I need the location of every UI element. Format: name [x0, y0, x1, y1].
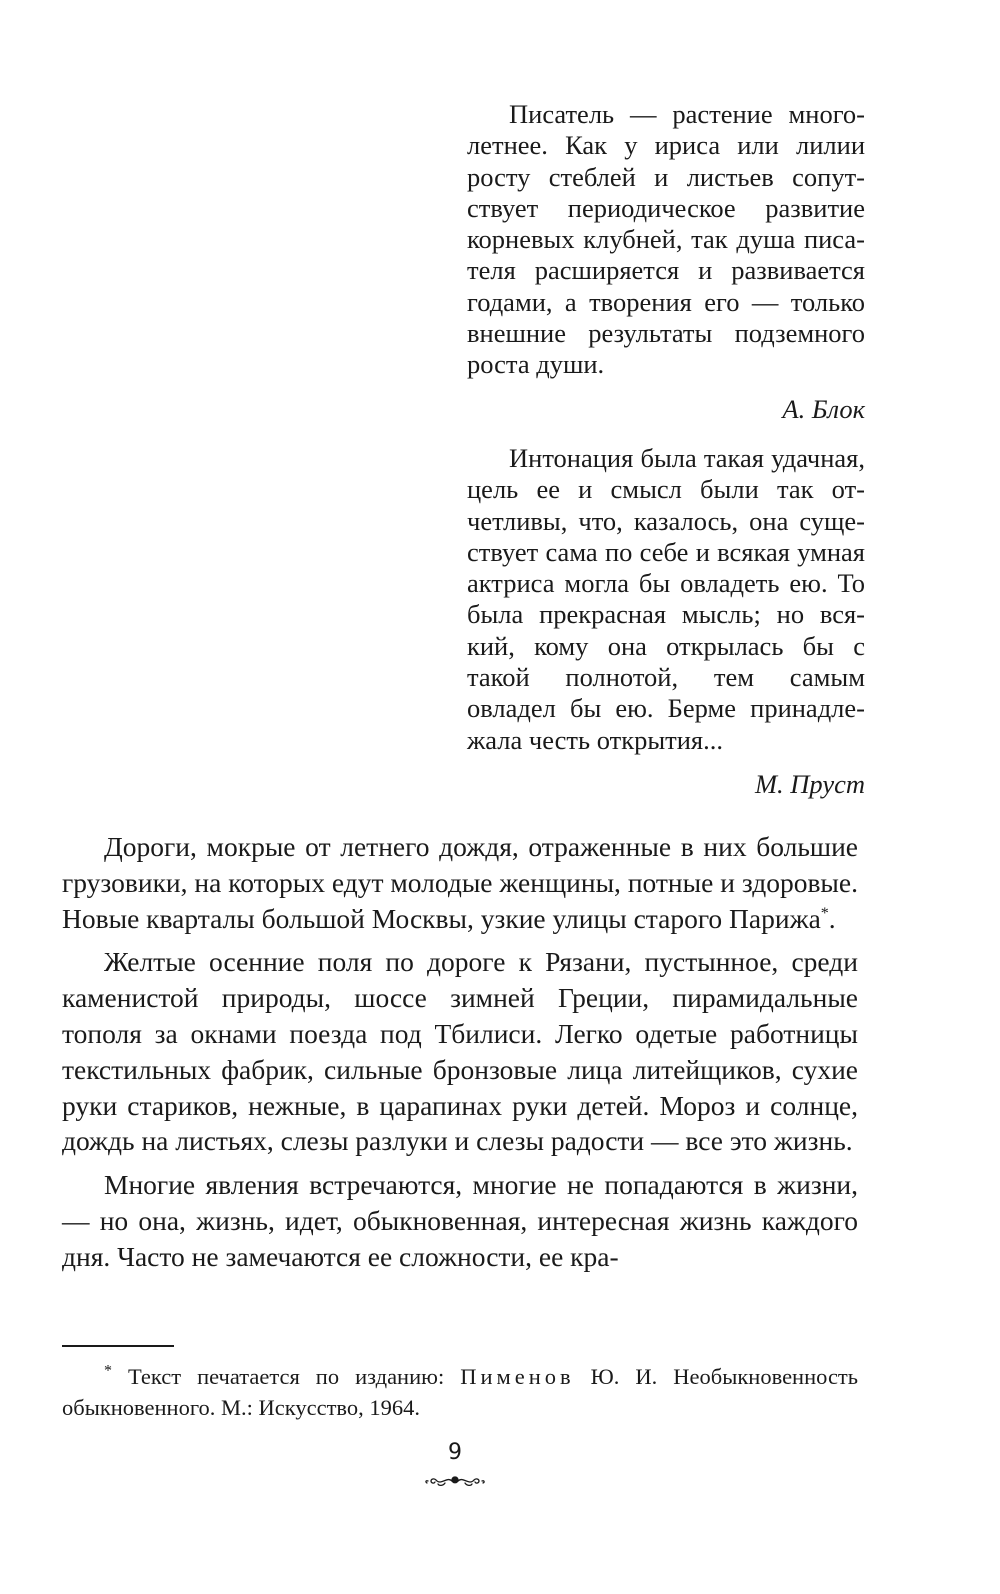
epigraph-blok: [467, 99, 865, 425]
paragraph-text: Дороги, мокрые от летнего дождя, отраженные в них большие грузовики, на которых едут молодые женщины, потные и здоровые. Новые кварталы большой Москвы, узкие улицы старого Парижа: [62, 831, 858, 934]
footnote-marker: *: [820, 904, 829, 922]
floral-ornament-icon: [423, 1474, 487, 1488]
epigraph-author: А. Блок: [782, 393, 865, 424]
paragraph: Многие явления встречаются, многие не попадаются в жизни, — но она, жизнь, идет, обыкновенная, интересная жизнь каждого дня. Часто не замечаются ее сложности, ее кра-: [62, 1169, 858, 1272]
epigraph-author: М. Пруст: [754, 768, 865, 799]
footnote-divider: [62, 1345, 174, 1347]
paragraph-end: .: [828, 902, 836, 934]
footnote-author: Пименов: [460, 1364, 575, 1389]
footnote: [62, 1361, 858, 1423]
epigraph-proust: [467, 443, 865, 800]
paragraph: [62, 829, 858, 936]
page-number: 9: [448, 1440, 462, 1465]
epigraph-text: Интонация была такая удачная, цель ее и смысл были так отчетливы, что, казалось, она существует сама по себе и всякая умная актриса могла бы овладеть ею. То была прекрасная мысль; но всякий, кому она открылась бы с такой полнотой, тем самым овладел бы ею. Берме принадлежала честь открытия...: [467, 443, 865, 755]
footnote-source: Ю. И. Необыкновенность обыкновенного. М.: Искусство, 1964.: [62, 1364, 859, 1420]
epigraph-text: Писатель — растение многолетнее. Как у ириса или лилии росту стеблей и листьев сопутствует периодическое развитие корневых клубней, так душа писателя расширяется и развивается годами, а творения его — только внешние результаты подземного роста души.: [467, 99, 865, 380]
paragraph: Желтые осенние поля по дороге к Рязани, пустынное, среди каменистой природы, шоссе зимней Греции, пирамидальные тополя за окнами поезда под Тбилиси. Легко одетые работницы текстильных фабрик, сильные бронзовые лица литейщиков, сухие руки стариков, нежные, в царапинах руки детей. Мороз и солнце, дождь на листьях, слезы разлуки и слезы радости — все это жизнь.: [62, 946, 858, 1157]
main-text: [62, 829, 858, 1283]
footnote-text: Текст печатается по изданию:: [128, 1364, 445, 1389]
footnote-marker: *: [104, 1362, 112, 1380]
